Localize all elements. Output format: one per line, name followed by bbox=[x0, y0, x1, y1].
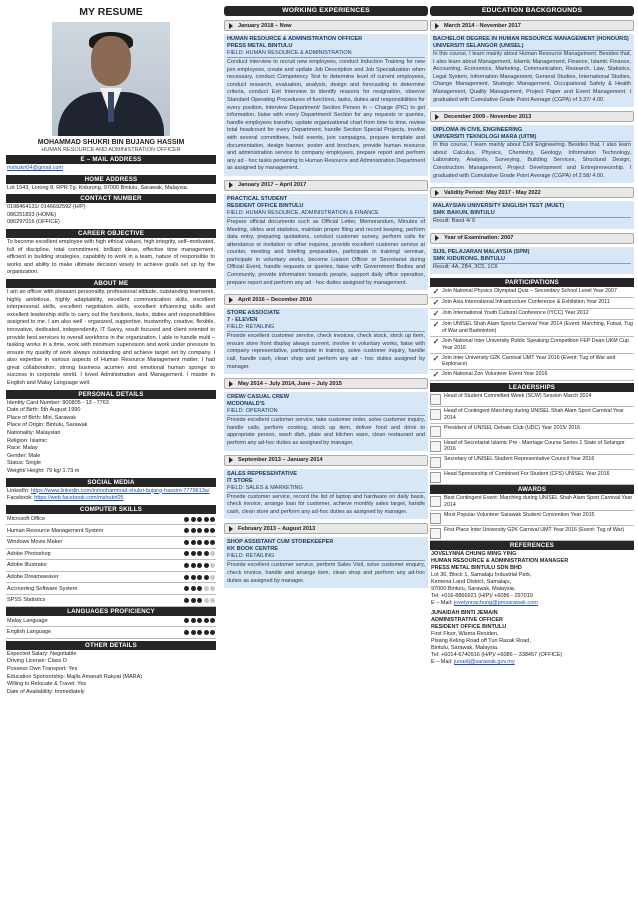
check-icon: ✓ bbox=[432, 287, 440, 297]
section-header-social: SOCIAL MEDIA bbox=[6, 478, 216, 487]
personal-ic: Identity Card Number: 900805 - 13 - 7763 bbox=[7, 399, 109, 406]
edu-title: MALAYSIAN UNIVERSITY ENGLISH TEST (MUET) bbox=[433, 203, 565, 210]
rating-dot bbox=[210, 618, 215, 623]
personal-weight-height: Weight/ Height: 79 kg/ 1.73 m bbox=[7, 468, 80, 474]
other-transport: Possess Own Transport: Yes bbox=[7, 665, 78, 672]
skill-rating bbox=[184, 563, 215, 568]
job-card bbox=[224, 469, 428, 520]
rating-dot bbox=[197, 618, 202, 623]
edu-school: UNIVERSITI SELANGOR (UNISEL) bbox=[433, 43, 631, 51]
rating-dot bbox=[184, 540, 189, 545]
job-field: FIELD: HUMAN RESOURCE & ADMINISTRATION bbox=[227, 50, 425, 58]
rating-dot bbox=[191, 618, 196, 623]
job-card bbox=[224, 34, 428, 176]
section-header-home: HOME ADDRESS bbox=[6, 175, 216, 184]
ref-address-line: Pisang Keling Road off Tun Razak Road, bbox=[431, 637, 531, 644]
ref-phone: Tel: +016-8866921 (H/P)/ +6086 - 297010 bbox=[431, 592, 533, 599]
right-column bbox=[430, 6, 634, 668]
job-title: CREW/ CASUAL CREW bbox=[227, 394, 290, 401]
section-header-other: OTHER DETAILS bbox=[6, 641, 216, 650]
rating-dot bbox=[204, 540, 209, 545]
rating-dot bbox=[191, 563, 196, 568]
rating-dot bbox=[204, 630, 209, 635]
leadership-item: Head of Secretariat Islamic Pre - Marriage Course Series 1 State of Selangor 2016 bbox=[430, 439, 634, 456]
rating-dot bbox=[210, 630, 215, 635]
ref-address-line: First Floor, Wisma Residen, bbox=[431, 630, 499, 637]
linkedin-link[interactable]: https://www.linkedin.com/in/mohammad-shukri-bujang-hassim-7779613a/ bbox=[30, 487, 210, 494]
check-icon: ✓ bbox=[432, 370, 440, 380]
other-availability: Date of Availability: Immediately bbox=[7, 688, 85, 695]
arrow-icon bbox=[435, 235, 439, 241]
skill-rating bbox=[184, 575, 215, 580]
arrow-icon bbox=[229, 182, 233, 188]
language-name: Malay Language bbox=[7, 617, 48, 624]
rating-dot bbox=[184, 551, 189, 556]
edu-school: SMK KIDURONG, BINTULU bbox=[433, 256, 631, 264]
leadership-item: Head of Student Committed Week (SCW) Session March 2014 bbox=[430, 392, 634, 407]
skill-rating bbox=[184, 551, 215, 556]
other-sponsorship: Education Sponsorship: Majlis Amanah Rakyat (MARA) bbox=[7, 673, 143, 680]
languages-list bbox=[6, 616, 216, 639]
job-field: FIELD: RETAILING bbox=[227, 324, 425, 332]
rating-dot bbox=[184, 517, 189, 522]
edu-card bbox=[430, 34, 634, 107]
edu-result: Result: 4A, 2B4, 3C5, 1C6 bbox=[433, 263, 498, 270]
edu-title: BACHELOR DEGREE IN HUMAN RESOURCE MANAGEMENT (HONOURS) bbox=[433, 36, 629, 42]
ref-name: JUNAIDAH BINTI JEMAIN bbox=[431, 609, 498, 616]
phone-office: 086297016 (OFFICE) bbox=[7, 219, 60, 226]
ref-email-link[interactable]: junaidj@sarawak.gov.my bbox=[453, 658, 515, 665]
ref-phone: Tel: +6014-6740916 (H/P)/ +6086 – 338457 (OFFICE) bbox=[431, 651, 563, 658]
section-header-experience: WORKING EXPERIENCES bbox=[224, 6, 428, 16]
rating-dot bbox=[191, 630, 196, 635]
section-header-objective: CAREER OBJECTIVE bbox=[6, 229, 216, 238]
rating-dot bbox=[191, 575, 196, 580]
edu-description: In this course, I learn mainly about Civil Engineering. Besides that, I also learn about Calculus, Physics, Chemistry, Geology, Information Technology, Laboratory, Analysis, Surveying, Building Services, Structural Design, Construction Management, Project Development and Entrepreneurship. I graduated with Cumulative Grade Point Average (CGPA) of 2.58/ 4.00. bbox=[433, 142, 631, 179]
rating-dot bbox=[184, 586, 189, 591]
section-header-personal: PERSONAL DETAILS bbox=[6, 390, 216, 399]
rating-dot bbox=[210, 586, 215, 591]
skill-row bbox=[6, 537, 216, 549]
section-header-email: E – MAIL ADDRESS bbox=[6, 155, 216, 164]
leaderships-list bbox=[430, 392, 634, 485]
square-bullet-icon bbox=[430, 394, 441, 405]
check-icon: ✓ bbox=[432, 320, 440, 330]
section-header-participations: PARTICIPATIONS bbox=[430, 278, 634, 287]
skill-row bbox=[6, 560, 216, 572]
rating-dot bbox=[197, 598, 202, 603]
skill-name: Microsoft Office bbox=[7, 516, 46, 523]
left-column bbox=[6, 6, 216, 698]
participation-item: ✓ Join National Physics Olympiad Quiz – Secondary School Level Year 2007 bbox=[430, 287, 634, 298]
skill-row bbox=[6, 525, 216, 537]
ref-title: ADMINISTRATIVE OFFICER bbox=[431, 616, 504, 623]
participation-item: ✓ Join Inter University G2K Carnival UMT Year 2016 (Event: Tug of War and Explorace) bbox=[430, 354, 634, 371]
skill-rating bbox=[184, 540, 215, 545]
rating-dot bbox=[210, 598, 215, 603]
other-salary: Expected Salary: Negotiable bbox=[7, 650, 77, 657]
leadership-item: Secretary of UNISEL Student Representative Council Year 2016 bbox=[430, 455, 634, 470]
skill-row bbox=[6, 572, 216, 584]
edu-title: DIPLOMA IN CIVIL ENGINEERING bbox=[433, 127, 523, 134]
phone-mobile: 0198464131/ 0146692592 (H/P) bbox=[7, 204, 86, 211]
edu-card bbox=[430, 201, 634, 229]
job-description: Prepare official documents such as Official Letter, Memorandum, Minutes of Meeting, slides and statistics, maintain proper filing and record keeping, perform data entry, preparing quotations, conduct customer survey, perform calls for attendance or invitation or other inquires, provide excellent customer service at counter, meeting and briefing preparation, participate in training/ seminar, participate in voluntary works, become Liaison Officer or Secretariat during Official Event, handle requests or queries, liaise with Government Bodies and Community, provide information towards people, support daily office operation, prepare report and perform any ad - hoc duties assigned by management. bbox=[227, 218, 425, 286]
arrow-icon bbox=[229, 381, 233, 387]
arrow-icon bbox=[435, 23, 439, 29]
skill-rating bbox=[184, 517, 215, 522]
leadership-item: President of UNISEL Debate Club (UDC) Year 2015/ 2016 bbox=[430, 424, 634, 439]
skill-rating bbox=[184, 586, 215, 591]
section-header-computer-skills: COMPUTER SKILLS bbox=[6, 505, 216, 514]
job-card bbox=[224, 392, 428, 450]
rating-dot bbox=[204, 517, 209, 522]
edu-card bbox=[430, 125, 634, 183]
social-media bbox=[6, 487, 216, 505]
rating-dot bbox=[204, 586, 209, 591]
other-details bbox=[6, 650, 216, 699]
rating-dot bbox=[204, 563, 209, 568]
award-item: Best Contingent Event: Marching during UNISEL Shah Alam Sport Carnival Year 2014 bbox=[430, 494, 634, 511]
check-icon: ✓ bbox=[432, 353, 440, 363]
personal-gender: Gender: Male bbox=[7, 452, 41, 459]
job-company: PRESS METAL BINTULU bbox=[227, 43, 293, 49]
other-license: Driving License: Class D bbox=[7, 658, 67, 665]
career-objective: To become excellent employee with high ethical values, high integrity, self–motivated, full of discipline, total commitment, brilliant ideas, effective time management, efficient in building strategies, capability to work in a team, nature of responsible to works and ability to make ultimate decision wisely to achieve goals set up by the organization. bbox=[7, 238, 215, 276]
rating-dot bbox=[204, 575, 209, 580]
rating-dot bbox=[197, 551, 202, 556]
job-date: January 2018 – Now bbox=[224, 20, 428, 31]
job-company: 7 - ELEVEN bbox=[227, 317, 258, 324]
ref-org: PRESS METAL BINTULU SDN BHD bbox=[431, 564, 522, 571]
rating-dot bbox=[184, 528, 189, 533]
ref-mail-label: E – Mail: bbox=[431, 599, 454, 606]
language-name: English Language bbox=[7, 629, 52, 636]
skill-rating bbox=[184, 598, 215, 603]
participation-item: ✓ Join UNISEL Shah Alam Sports Carnival Year 2014 (Event: Marching, Futsal, Tug of War and Badminton) bbox=[430, 320, 634, 337]
square-bullet-icon bbox=[430, 457, 441, 468]
edu-title: SIJIL PELAJARAN MALAYSIA (SPM) bbox=[433, 248, 530, 255]
rating-dot bbox=[197, 563, 202, 568]
facebook-link[interactable]: https://web.facebook.com/mshukri05 bbox=[34, 495, 124, 502]
job-field: FIELD: HUMAN RESOURCE, ADMINISTRATION & FINANCE bbox=[227, 210, 425, 218]
rating-dot bbox=[184, 575, 189, 580]
arrow-icon bbox=[229, 457, 233, 463]
rating-dot bbox=[184, 563, 189, 568]
leadership-item: Head of Contingent Marching during UNISEL Shah Alam Sport Carnival Year 2014 bbox=[430, 407, 634, 424]
skill-name: Adobe Photoshop bbox=[7, 550, 51, 557]
participation-item: ✓ Join National Zoo Volunteer Event Year 2016 bbox=[430, 370, 634, 381]
ref-mail-label: E – Mail: bbox=[431, 658, 454, 665]
skill-name: Adobe Dreamweaver bbox=[7, 574, 59, 581]
ref-address-line: 97000 Bintulu, Sarawak, Malaysia. bbox=[431, 585, 516, 592]
rating-dot bbox=[204, 598, 209, 603]
personal-origin: Place of Origin: Bintulu, Sarawak bbox=[7, 422, 88, 429]
job-card bbox=[224, 537, 428, 588]
personal-religion: Religion: Islamic bbox=[7, 437, 48, 444]
job-field: FIELD: RETAILING bbox=[227, 553, 425, 561]
person-role: HUMAN RESOURCE AND ADMINISTRATION OFFICER bbox=[41, 147, 181, 153]
reference-2 bbox=[430, 609, 634, 668]
check-icon: ✓ bbox=[432, 298, 440, 308]
person-name: MOHAMMAD SHUKRI BIN BUJANG HASSIM bbox=[37, 139, 185, 146]
leadership-item: Head Sponsorship of Combined For Student (CFS) UNISEL Year 2016 bbox=[430, 470, 634, 485]
square-bullet-icon bbox=[430, 409, 441, 420]
rating-dot bbox=[197, 630, 202, 635]
resume-title: MY RESUME bbox=[79, 6, 143, 18]
home-address: Lot 1543, Lorong 8, RPR Tg. Kidurong, 97000 Bintulu, Sarawak, Malaysia. bbox=[7, 184, 189, 191]
email-link[interactable]: mshukri04@gmail.com bbox=[7, 165, 64, 171]
participations-list bbox=[430, 287, 634, 381]
skill-row bbox=[6, 549, 216, 561]
square-bullet-icon bbox=[430, 496, 441, 507]
job-date: April 2016 – December 2016 bbox=[224, 294, 428, 305]
facebook-label: Facebook: bbox=[7, 495, 35, 502]
participation-item: ✓ Join Asia International Infrastructure Conference & Exhibition Year 2011 bbox=[430, 298, 634, 309]
rating-dot bbox=[184, 618, 189, 623]
rating-dot bbox=[210, 575, 215, 580]
job-title: PRACTICAL STUDENT bbox=[227, 195, 288, 202]
square-bullet-icon bbox=[430, 426, 441, 437]
job-company: RESIDENT OFFICE BINTULU bbox=[227, 202, 304, 209]
personal-status: Status: Single bbox=[7, 460, 41, 467]
phone-home: 086251833 (HOME) bbox=[7, 211, 57, 218]
language-rating bbox=[184, 618, 215, 623]
language-row bbox=[6, 616, 216, 628]
skills-list bbox=[6, 514, 216, 607]
rating-dot bbox=[191, 540, 196, 545]
rating-dot bbox=[184, 630, 189, 635]
edu-card bbox=[430, 247, 634, 275]
award-item: First Place Inter University G2K Carnival UMT Year 2016 (Event: Tug of War) bbox=[430, 526, 634, 541]
job-company: IT STORE bbox=[227, 477, 253, 484]
job-description: Provide excellent customer service, perform Sales Visit, solve customer enquiry, check invoice, handle and arrange item, clean shop and perform any ad-hoc duties as assigned by manager. bbox=[227, 562, 425, 584]
square-bullet-icon bbox=[430, 441, 441, 452]
job-title: HUMAN RESOURCE & ADMINISTRATION OFFICER bbox=[227, 36, 363, 42]
rating-dot bbox=[191, 598, 196, 603]
job-description: Provide excellent customer service, take customer order, solve customer inquiry, handle calls, perform cooking, stock up item, deliver food and drink to appropriate person, wash dish, plate and kitchen ware, clean restaurant and perform any ad-hoc duties as assigned by manager. bbox=[227, 417, 425, 446]
job-title: SHOP ASSISTANT CUM STOREKEEPER bbox=[227, 539, 334, 546]
section-header-education: EDUCATION BACKGROUNDS bbox=[430, 6, 634, 16]
personal-pob: Place of Birth: Miri, Sarawak bbox=[7, 414, 77, 421]
about-me-text: I am an officer with pleasant personality, professional attitude, outstanding teamwork, highly ambitious, highly adaptability, excellent communication skills, excellent interpersonal skills, excellent negotiation skills, excellent influencing skills and excellent leadership skills to carry out the functions, tasks, duties and responsibilities assigned to me. I am also well - organized, supportive, trustworthy, creative, flexible, innovative, dedicated, independently, IT Savvy, result focused and client oriented to provide best services to overall workforce in the organization. I able to handle multi – tasking works in a time, work with minimum supervision and work under pressure to ensure my quality of work always outstanding and achieve target set by company. I also expertise in various aspects of Human Resource Management matter. I had great collaboration, strong business acumen and emotional human sponge to success in corporate world. I loved Administration and Management. I master in English and Malay Language well. bbox=[7, 288, 215, 387]
job-title: SALES REPRESENTATIVE bbox=[227, 470, 298, 477]
job-description: Conduct interview to recruit new employees, conduct Induction Training for new join employees, create and update Job Description and Job Specialization when necessary, conduct Competency Test to determine level of current employees, conduct research, evaluation, analysis, design and forecasting to determine criteria, conduct Exit Interview to identify reasons for resignation, observe Standard Operating Procedures of functions, tasks, duties and responsibilities for every position, interview Department/ Section Person In – Charge (PIC) to get information, liaise with every Department/ Section for any requests or queries, handle employees transfer, update organizational chart from time to time, review total headcount for every Department, handle Section Special Projects, involve with several committees, held events, join campaigns, prepare template and documentation, design banner, poster and brochure, provide human resource and administration service to company employees, prepare report and perform any ad - hoc tasks pertaining to Human Resource and Administration Department as assigned by management. bbox=[227, 59, 425, 172]
arrow-icon bbox=[229, 526, 233, 532]
reference-1 bbox=[430, 550, 634, 609]
section-header-awards: AWARDS bbox=[430, 485, 634, 494]
check-icon: ✓ bbox=[432, 336, 440, 346]
language-row bbox=[6, 627, 216, 639]
edu-school: UNIVERSITI TEKNOLOGI MARA (UITM) bbox=[433, 134, 631, 142]
rating-dot bbox=[197, 575, 202, 580]
arrow-icon bbox=[435, 114, 439, 120]
edu-result: Result: Band 4/ 6 bbox=[433, 218, 476, 225]
section-header-leaderships: LEADERSHIPS bbox=[430, 383, 634, 392]
skill-name: Windows Movie Maker bbox=[7, 539, 63, 546]
square-bullet-icon bbox=[430, 472, 441, 483]
skill-name: Human Resource Management System bbox=[7, 527, 104, 534]
section-header-references: REFERENCES bbox=[430, 541, 634, 550]
arrow-icon bbox=[435, 190, 439, 196]
ref-address-line: Bintulu, Sarawak, Malaysia. bbox=[431, 644, 499, 651]
rating-dot bbox=[191, 528, 196, 533]
rating-dot bbox=[204, 618, 209, 623]
skill-name: Accounting Software System bbox=[7, 585, 78, 592]
section-header-contact: CONTACT NUMBER bbox=[6, 194, 216, 203]
job-date: May 2014 – July 2014, June – July 2015 bbox=[224, 378, 428, 389]
ref-email-link[interactable]: jovelynnachung@pmsarawak.com bbox=[453, 599, 538, 606]
job-description: Provide excellent customer service, check invoices, check stock, stock up item, ensure store front display always current, involve in voluntary works, liaise with company representative, participate in training, solve customer inquiry, handle call, handle cash, clean shop and perform any ad - hoc duties assigned by manager. bbox=[227, 333, 425, 370]
rating-dot bbox=[210, 563, 215, 568]
personal-details bbox=[6, 399, 216, 478]
job-description: Provide customer service, record the list of laptop and hardware on daily basis, check invoice, arrange loan for customer, achieve monthly sales target, handle cash, clean store and perform any ad-hoc duties as assigned by manager. bbox=[227, 493, 425, 515]
section-header-languages: LANGUAGES PROFICIENCY bbox=[6, 607, 216, 616]
rating-dot bbox=[197, 540, 202, 545]
job-field: FIELD: SALES & MARKETING bbox=[227, 485, 425, 493]
rating-dot bbox=[210, 551, 215, 556]
profile-photo bbox=[52, 22, 170, 136]
job-date: September 2013 – January 2014 bbox=[224, 455, 428, 466]
square-bullet-icon bbox=[430, 513, 441, 524]
personal-dob: Date of Birth: 5th August 1990 bbox=[7, 407, 81, 414]
skill-row bbox=[6, 514, 216, 526]
edu-date: December 2009 - November 2013 bbox=[430, 111, 634, 122]
section-header-about: ABOUT ME bbox=[6, 279, 216, 288]
arrow-icon bbox=[229, 23, 233, 29]
middle-column bbox=[224, 6, 428, 588]
language-rating bbox=[184, 630, 215, 635]
ref-address-line: Kemena Land District, Samalaju, bbox=[431, 578, 512, 585]
contact-list bbox=[6, 203, 216, 229]
edu-date: March 2014 - November 2017 bbox=[430, 20, 634, 31]
rating-dot bbox=[197, 586, 202, 591]
edu-date: Year of Examination: 2007 bbox=[430, 233, 634, 244]
job-title: STORE ASSOCIATE bbox=[227, 310, 280, 317]
ref-address-line: Lot 36, Block 1, Samalaju Industrial Park, bbox=[431, 571, 532, 578]
award-item: Most Popular Volunteer Sarawak Student Convention Year 2015 bbox=[430, 511, 634, 526]
personal-nationality: Nationality: Malaysian bbox=[7, 430, 61, 437]
rating-dot bbox=[184, 598, 189, 603]
participation-item: ✓ Join International Youth Cultural Conference (IYCC) Year 2012 bbox=[430, 309, 634, 320]
rating-dot bbox=[204, 528, 209, 533]
rating-dot bbox=[191, 551, 196, 556]
linkedin-label: LinkedIn: bbox=[7, 487, 31, 494]
edu-school: SMK BAKUN, BINTULU bbox=[433, 210, 631, 218]
rating-dot bbox=[191, 586, 196, 591]
skill-rating bbox=[184, 528, 215, 533]
ref-name: JOVELYNNA CHUNG MING YING bbox=[431, 550, 517, 557]
rating-dot bbox=[210, 540, 215, 545]
other-relocate: Willing to Relocate & Travel: Yes bbox=[7, 681, 87, 688]
skill-row bbox=[6, 595, 216, 607]
job-card bbox=[224, 308, 428, 374]
job-date: January 2017 – April 2017 bbox=[224, 180, 428, 191]
personal-race: Race: Malay bbox=[7, 445, 38, 452]
edu-date: Validity Period: May 2017 - May 2022 bbox=[430, 187, 634, 198]
participation-item: ✓ Join National Inter University Public Speaking Competition FEP Dean UKM Cup Year 2016 bbox=[430, 337, 634, 354]
ref-title: HUMAN RESOURCE & ADMINISTRATION MANAGER bbox=[431, 557, 569, 564]
edu-description: In this course, I learn mainly about Human Resource Management. Besides that, I also learn about Management, Islamic Management, Finance, Islamic Finance, Accounting, Economics, Marketing, Communication, Research, Law, Statistics, Legal System, Information Management, General Studies, International Studies, Change Management, Strategic Management, Occupational Safety & Health Management, Quality Management, Project Paper and Event Management. I graduated with Cumulative Grade Point Average (CGPA) of 3.37/ 4.00. bbox=[433, 51, 631, 103]
check-icon: ✓ bbox=[432, 309, 440, 319]
arrow-icon bbox=[229, 297, 233, 303]
job-company: MCDONALD'S bbox=[227, 401, 265, 408]
job-card bbox=[224, 194, 428, 290]
job-field: FIELD: OPERATION bbox=[227, 408, 425, 416]
rating-dot bbox=[191, 517, 196, 522]
rating-dot bbox=[210, 528, 215, 533]
rating-dot bbox=[204, 551, 209, 556]
ref-org: RESIDENT OFFICE BINTULU bbox=[431, 623, 507, 630]
square-bullet-icon bbox=[430, 528, 441, 539]
awards-list bbox=[430, 494, 634, 541]
rating-dot bbox=[210, 517, 215, 522]
rating-dot bbox=[197, 528, 202, 533]
skill-name: SPSS Statistics bbox=[7, 597, 46, 604]
skill-row bbox=[6, 583, 216, 595]
job-date: February 2013 – August 2013 bbox=[224, 523, 428, 534]
rating-dot bbox=[197, 517, 202, 522]
skill-name: Adobe Illustrator bbox=[7, 562, 48, 569]
job-company: KK BOOK CENTRE bbox=[227, 546, 278, 553]
